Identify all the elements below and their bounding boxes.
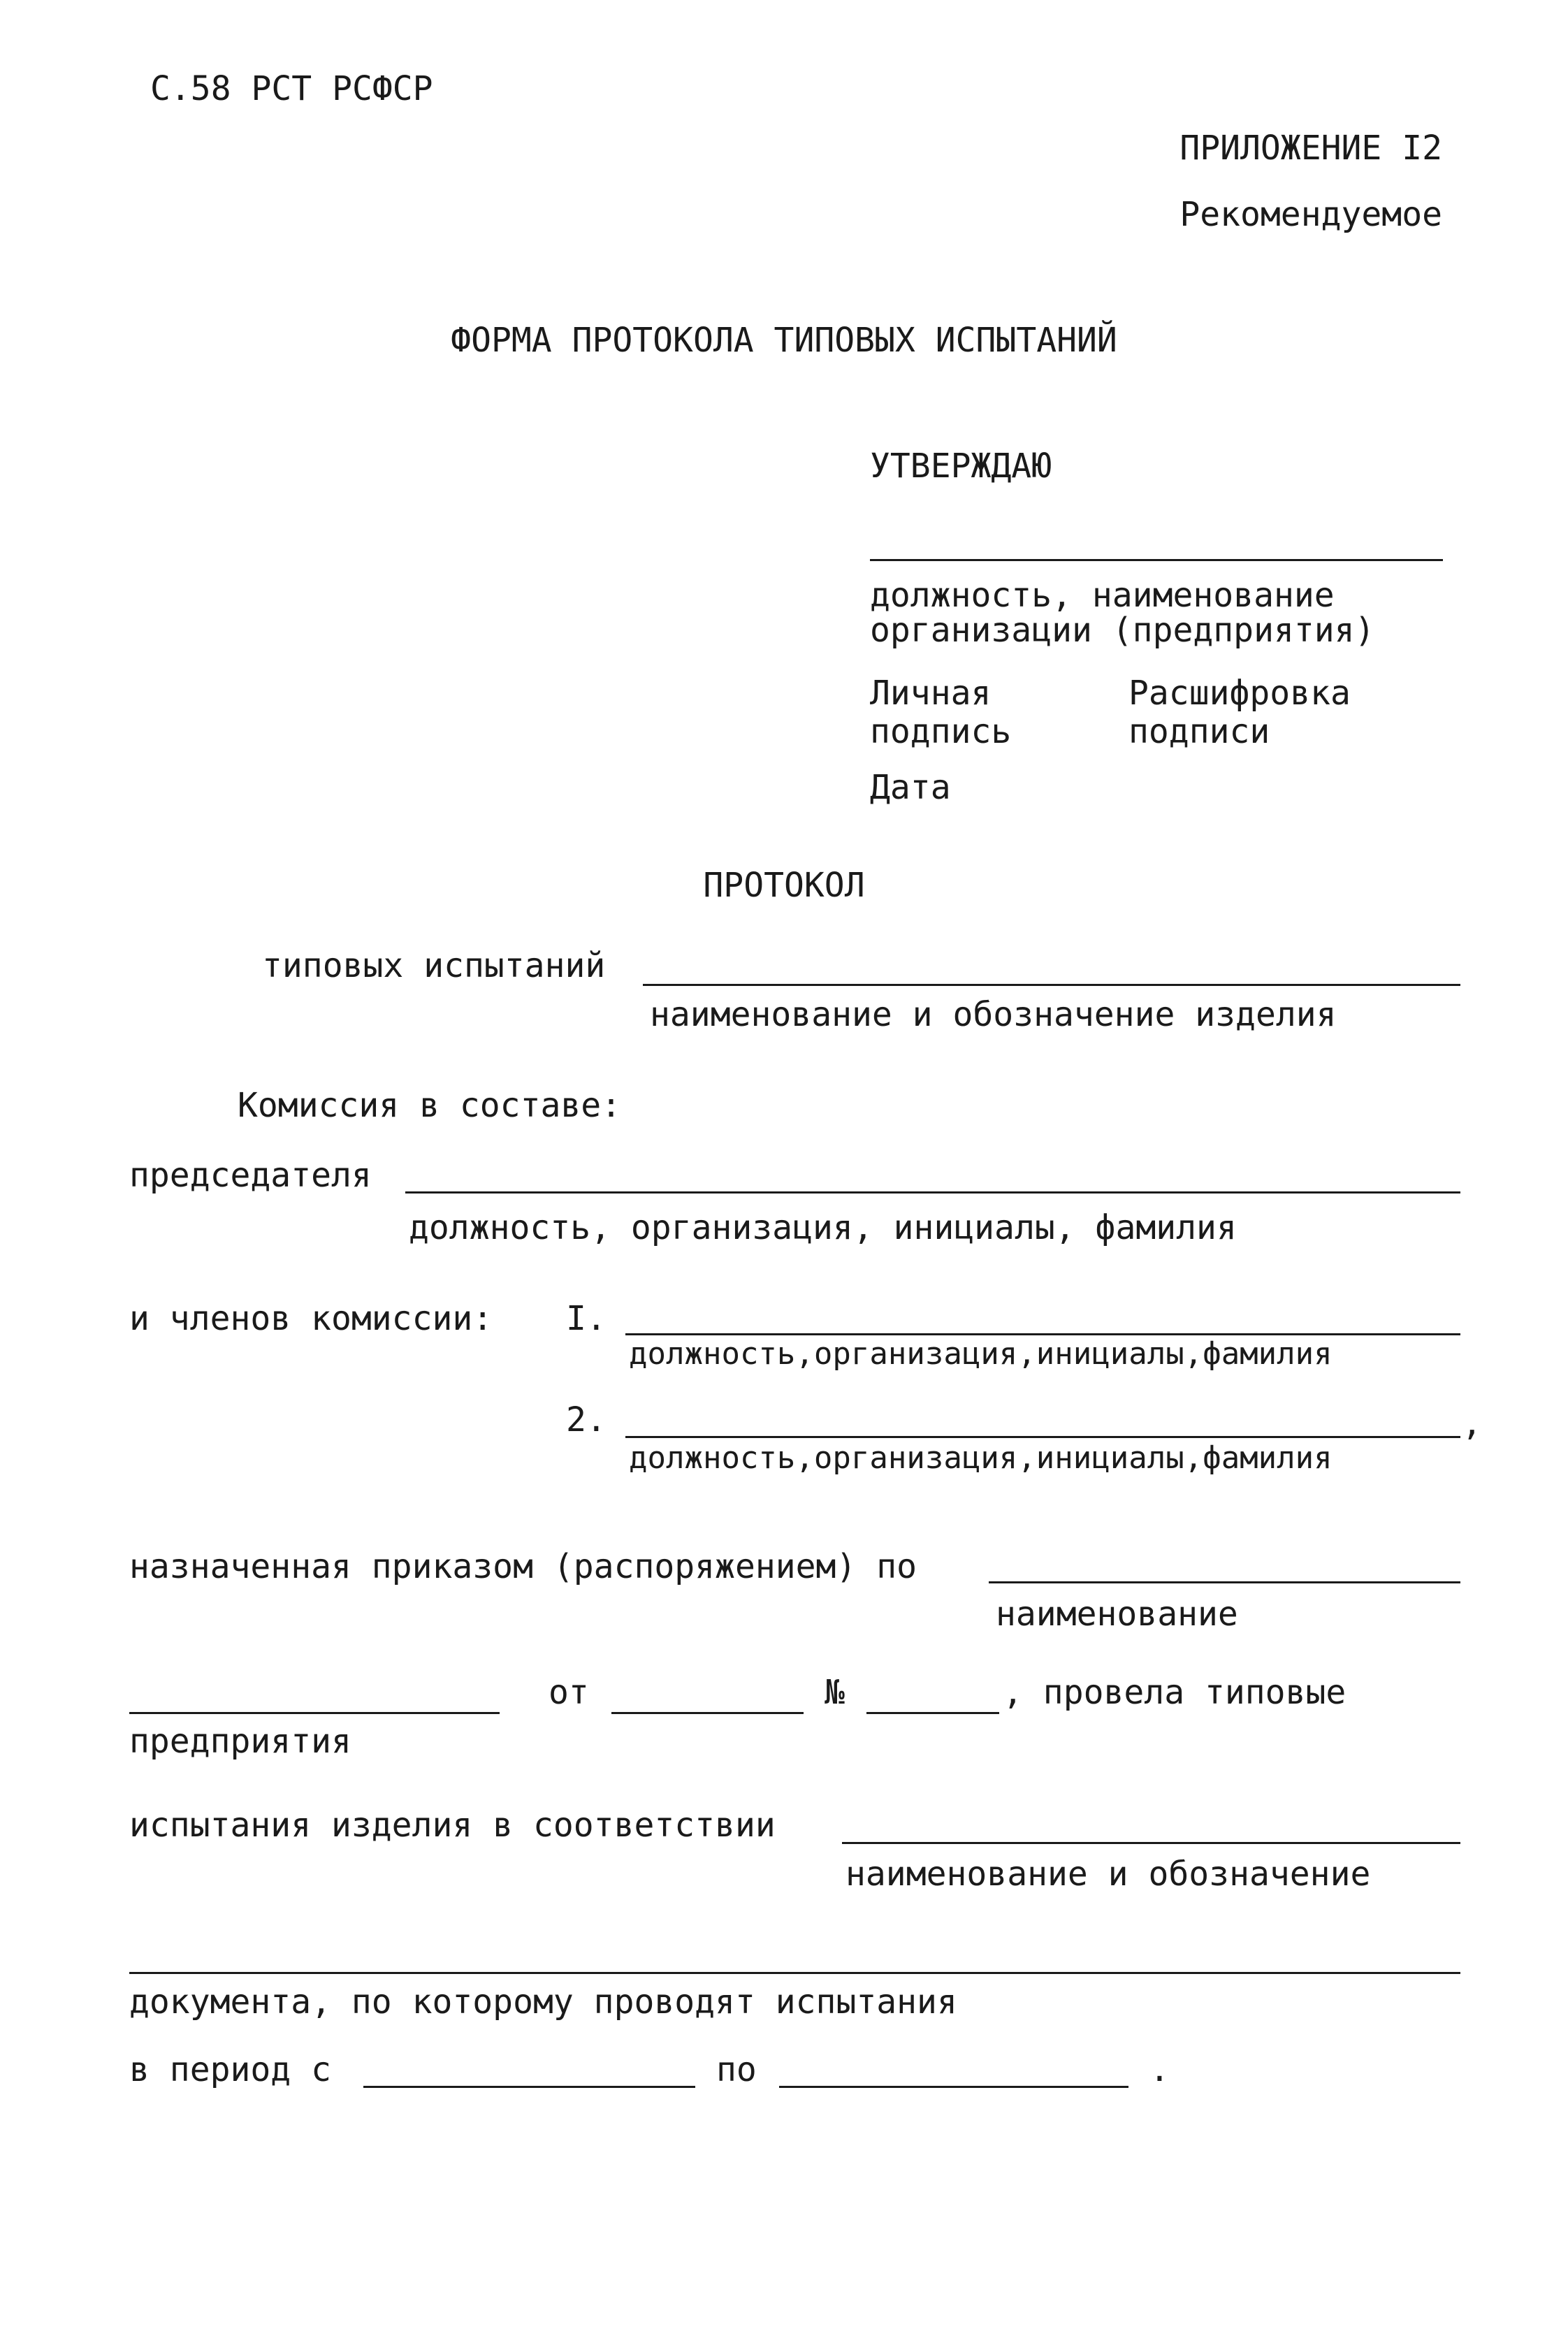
from-label: от: [549, 1673, 589, 1712]
member-2-number: 2.: [566, 1400, 607, 1439]
period-end-field: [779, 2086, 1128, 2088]
accordance-label: испытания изделия в соответствии: [129, 1806, 776, 1845]
appendix-number: ПРИЛОЖЕНИЕ I2: [1179, 129, 1442, 168]
document-field: [129, 1972, 1460, 1974]
member-1-caption: должность,организация,инициалы,фамилия: [629, 1336, 1333, 1372]
accordance-field: [842, 1842, 1460, 1844]
number-label: №: [825, 1673, 845, 1712]
period-start-field: [363, 2086, 695, 2088]
appendix-status: Рекомендуемое: [1179, 195, 1442, 234]
order-number-field: [866, 1712, 999, 1714]
signature-caption: Личная: [870, 674, 992, 713]
tests-label: типовых испытаний: [262, 946, 606, 985]
conducted-text: , провела типовые: [1003, 1673, 1346, 1712]
order-field: [989, 1581, 1460, 1583]
approval-date-label: Дата: [870, 768, 951, 807]
signature-caption-2: подпись: [870, 712, 1012, 751]
product-name-field: [643, 984, 1460, 986]
enterprise-field: [129, 1712, 500, 1714]
form-title: ФОРМА ПРОТОКОЛА ТИПОВЫХ ИСПЫТАНИЙ: [451, 321, 1117, 360]
member-1-number: I.: [566, 1299, 607, 1338]
order-caption: наименование: [996, 1595, 1238, 1634]
signature-decoding-caption: Расшифровка: [1128, 674, 1351, 713]
enterprise-caption: предприятия: [129, 1722, 351, 1761]
period-to-label: по: [716, 2050, 757, 2089]
members-label: и членов комиссии:: [129, 1299, 493, 1338]
approval-position-line: [870, 559, 1443, 561]
chair-field: [405, 1191, 1460, 1193]
member-2-caption: должность,организация,инициалы,фамилия: [629, 1440, 1333, 1476]
commission-heading: Комиссия в составе:: [238, 1086, 622, 1125]
approval-organization-caption: организации (предприятия): [870, 611, 1375, 650]
protocol-title: ПРОТОКОЛ: [703, 866, 865, 905]
approval-position-caption: должность, наименование: [870, 576, 1335, 615]
accordance-caption: наименование и обозначение: [845, 1855, 1371, 1894]
order-label: назначенная приказом (распоряжением) по: [129, 1547, 917, 1586]
member-1-field: [625, 1333, 1460, 1335]
approval-title: УТВЕРЖДАЮ: [870, 447, 1052, 486]
end-dot: .: [1149, 2050, 1170, 2089]
period-label: в период с: [129, 2050, 331, 2089]
signature-decoding-caption-2: подписи: [1128, 712, 1270, 751]
page-reference: С.58 РСТ РСФСР: [150, 69, 433, 108]
product-name-caption: наименование и обозначение изделия: [650, 995, 1337, 1034]
chair-caption: должность, организация, инициалы, фамилия: [409, 1208, 1237, 1247]
order-date-field: [611, 1712, 804, 1714]
chair-label: председателя: [129, 1156, 372, 1195]
member-2-comma: ,: [1462, 1404, 1482, 1443]
document-caption: документа, по которому проводят испытания: [129, 1982, 957, 2022]
member-2-field: [625, 1436, 1460, 1438]
